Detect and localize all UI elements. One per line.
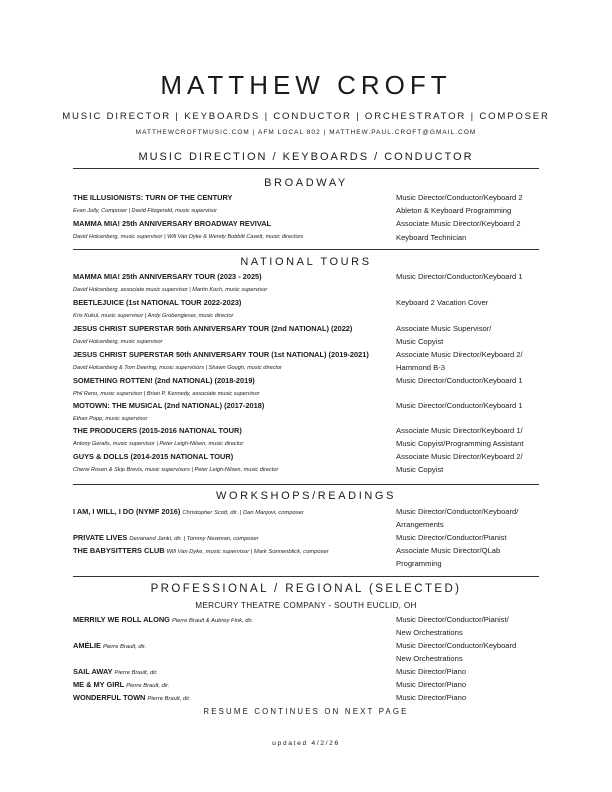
tour-entry-title: MAMMA MIA! 25th ANNIVERSARY TOUR (2023 - 2025) <box>73 272 262 281</box>
tour-entry-role: Music Director/Conductor/Keyboard 1 <box>396 401 523 410</box>
regional-entry-role-cont: New Orchestrations <box>396 654 463 663</box>
tour-entry-role: Associate Music Director/Keyboard 1/ <box>396 426 523 435</box>
regional-entry-role: Music Director/Piano <box>396 667 467 676</box>
tour-entry-role-cont: Hammond B-3 <box>396 363 445 372</box>
workshop-entry-role: Associate Music Director/QLab <box>396 546 501 555</box>
regional-entry-role: Music Director/Piano <box>396 680 467 689</box>
workshop-credits: Will Van Dyke, music supervisor | Mark Sonnenblick, composer <box>166 549 329 555</box>
broadway-entry-title: THE ILLUSIONISTS: TURN OF THE CENTURY <box>73 193 233 202</box>
resume-name: MATTHEW CROFT <box>160 70 452 100</box>
broadway-entry-title: MAMMA MIA! 25th ANNIVERSARY BROADWAY REVIVAL <box>73 219 272 228</box>
workshop-entry-title <box>73 533 259 542</box>
tour-entry-credits: Cherie Rosen & Skip Brevis, music supervisors | Peter Leigh-Nilsen, music director <box>73 467 279 473</box>
regional-credits: Pierre Brault, dir. <box>126 683 170 689</box>
regional-title-text: MERRILY WE ROLL ALONG <box>73 615 170 624</box>
regional-entry-title <box>73 641 146 650</box>
regional-entry-title <box>73 615 253 624</box>
tour-entry-credits: David Holcenberg, associate music supervisor | Martin Koch, music supervisor <box>73 287 268 293</box>
main-heading: MUSIC DIRECTION / KEYBOARDS / CONDUCTOR <box>138 151 474 163</box>
workshop-entry-title <box>73 507 304 516</box>
workshop-entry-role-cont: Arrangements <box>396 520 444 529</box>
regional-title-text: AMÉLIE <box>73 641 101 650</box>
tour-entry-title: GUYS & DOLLS (2014-2015 NATIONAL TOUR) <box>73 452 234 461</box>
tour-entry-credits: David Holcenberg, music supervisor <box>73 339 163 345</box>
workshop-title-text: I AM, I WILL, I DO (NYMF 2016) <box>73 507 181 516</box>
roles-line: MUSIC DIRECTOR | KEYBOARDS | CONDUCTOR | ORCHESTRATOR | COMPOSER <box>62 111 550 122</box>
workshop-entry-role: Music Director/Conductor/Pianist <box>396 533 507 542</box>
tour-entry-title: JESUS CHRIST SUPERSTAR 50th ANNIVERSARY TOUR (2nd NATIONAL) (2022) <box>73 324 353 333</box>
broadway-entry-role-cont: Ableton & Keyboard Programming <box>396 206 512 215</box>
regional-credits: Pierre Brault, dir. <box>102 644 147 650</box>
tour-entry-role: Keyboard 2 Vacation Cover <box>396 298 489 307</box>
broadway-entry-credits: David Holcenberg, music supervisor | Will Van Dyke & Wendy Bobbitt Cavett, music directors <box>73 234 304 240</box>
tour-entry-role-cont: Music Copyist <box>396 337 444 346</box>
workshop-title-text: THE BABYSITTERS CLUB <box>73 546 165 555</box>
tour-entry-title: BEETLEJUICE (1st NATIONAL TOUR 2022-2023) <box>73 298 242 307</box>
main-heading-rule <box>73 168 539 169</box>
workshop-entry-role: Music Director/Conductor/Keyboard/ <box>396 507 519 516</box>
regional-credits: Pierre Brault & Aubrey Fink, dir. <box>171 618 254 624</box>
tour-entry-role: Music Director/Conductor/Keyboard 1 <box>396 376 523 385</box>
tour-entry-role: Associate Music Supervisor/ <box>396 324 492 333</box>
regional-credits: Pierre Brault, dir. <box>114 670 158 676</box>
regional-entry-role: Music Director/Piano <box>396 693 467 702</box>
broadway-entry-role-cont: Keyboard Technician <box>396 233 467 242</box>
workshop-entry-role-cont: Programming <box>396 559 442 568</box>
tour-entry-credits: Phil Reno, music supervisor | Brian P. Kennedy, associate music supervisor <box>73 391 260 397</box>
tour-entry-role: Associate Music Director/Keyboard 2/ <box>396 350 523 359</box>
workshop-entry-title <box>73 546 329 555</box>
section-rule <box>73 249 539 250</box>
tour-entry-title: JESUS CHRIST SUPERSTAR 50th ANNIVERSARY TOUR (1st NATIONAL) (2019-2021) <box>73 350 369 359</box>
regional-entry-title <box>73 680 169 689</box>
tour-entry-role: Music Director/Conductor/Keyboard 1 <box>396 272 523 281</box>
updated-date: updated 4/2/26 <box>272 740 340 747</box>
section-rule <box>73 576 539 577</box>
tour-entry-credits: Ethan Popp, music supervisor <box>73 416 148 422</box>
broadway-entry-role: Music Director/Conductor/Keyboard 2 <box>396 193 523 202</box>
regional-entry-role: Music Director/Conductor/Pianist/ <box>396 615 509 624</box>
regional-entry-role: Music Director/Conductor/Keyboard <box>396 641 517 650</box>
continues-note: RESUME CONTINUES ON NEXT PAGE <box>203 707 409 716</box>
tour-entry-title: SOMETHING ROTTEN! (2nd NATIONAL) (2018-2019) <box>73 376 255 385</box>
regional-title-text: WONDERFUL TOWN <box>73 693 146 702</box>
tour-entry-credits: David Holcenberg & Tom Deering, music supervisors | Shawn Gough, music director <box>73 365 282 371</box>
regional-credits: Pierre Brault, dir. <box>147 696 191 702</box>
tour-entry-title: THE PRODUCERS (2015-2016 NATIONAL TOUR) <box>73 426 242 435</box>
workshop-credits: Devanand Janki, dir. | Tommy Newman, composer <box>129 536 259 542</box>
tour-entry-role-cont: Music Copyist <box>396 465 444 474</box>
tour-entry-title: MOTOWN: THE MUSICAL (2nd NATIONAL) (2017-2018) <box>73 401 265 410</box>
regional-heading: PROFESSIONAL / REGIONAL (SELECTED) <box>150 583 462 595</box>
tour-entry-role: Associate Music Director/Keyboard 2/ <box>396 452 523 461</box>
regional-title-text: ME & MY GIRL <box>73 680 125 689</box>
broadway-entry-credits: Evan Jolly, Composer | David Fitzgerald, music supervisor <box>73 208 218 214</box>
regional-title-text: SAIL AWAY <box>73 667 113 676</box>
national-tours-heading: NATIONAL TOURS <box>240 256 372 268</box>
regional-entry-role-cont: New Orchestrations <box>396 628 463 637</box>
regional-venue: MERCURY THEATRE COMPANY - SOUTH EUCLID, OH <box>195 601 417 610</box>
workshops-heading: WORKSHOPS/READINGS <box>215 490 397 502</box>
tour-entry-credits: Kris Kukul, music supervisor | Andy Grobengieser, music director <box>73 313 234 319</box>
tour-entry-role-cont: Music Copyist/Programming Assistant <box>396 439 524 448</box>
workshop-title-text: PRIVATE LIVES <box>73 533 128 542</box>
broadway-heading: BROADWAY <box>264 177 348 189</box>
section-rule <box>73 484 539 485</box>
tour-entry-credits: Antony Geralis, music supervisor | Peter Leigh-Nilsen, music director <box>73 441 244 447</box>
broadway-entry-role: Associate Music Director/Keyboard 2 <box>396 219 521 228</box>
regional-entry-title <box>73 667 158 676</box>
workshop-credits: Christopher Scott, dir. | Dan Manjovi, composer <box>182 510 304 516</box>
contact-line: MATTHEWCROFTMUSIC.COM | AFM LOCAL 802 | MATTHEW.PAUL.CROFT@GMAIL.COM <box>135 129 477 136</box>
regional-entry-title <box>73 693 191 702</box>
